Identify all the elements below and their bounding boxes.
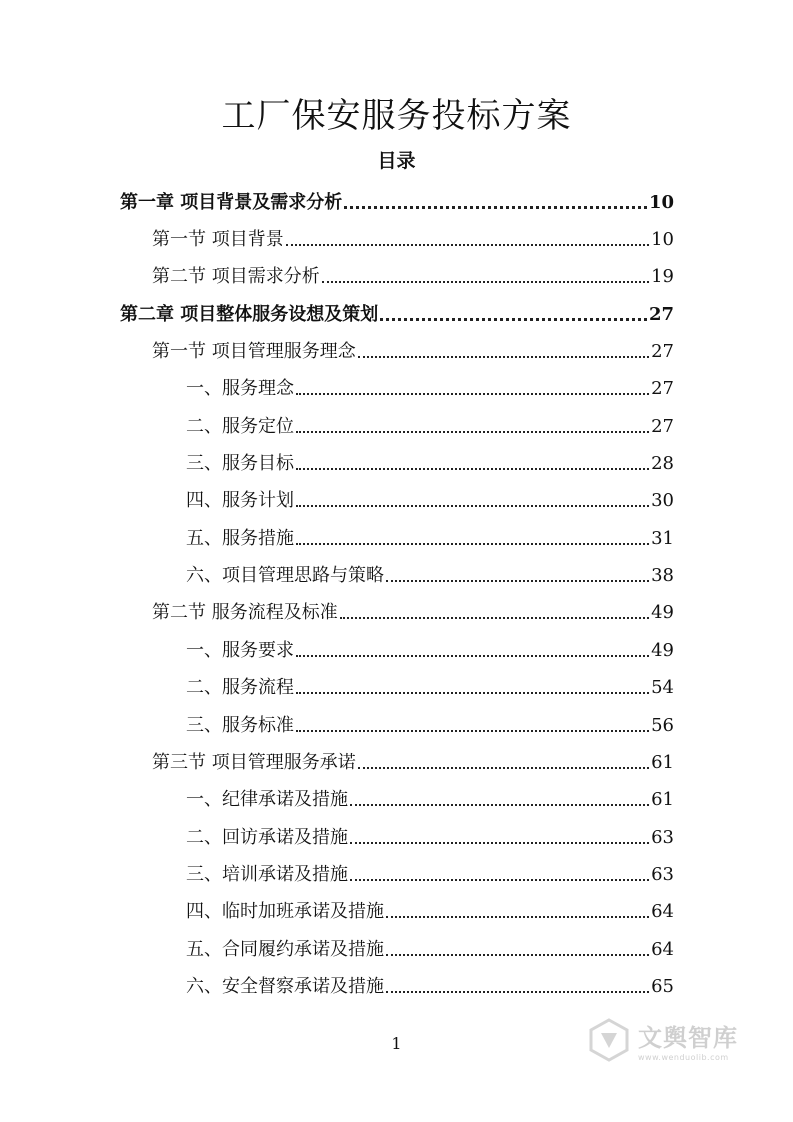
toc-entry-page: 65	[651, 976, 674, 997]
toc-entry-label: 第一节 项目背景	[152, 229, 284, 250]
toc-entry-page: 10	[648, 192, 674, 213]
toc-entry-page: 63	[651, 827, 674, 848]
toc-entry[interactable]	[186, 960, 674, 998]
toc-entry[interactable]	[152, 250, 674, 288]
toc-entry-page: 27	[651, 341, 674, 362]
toc-entry-label: 第一章 项目背景及需求分析	[120, 192, 343, 213]
toc-entry-page: 27	[651, 378, 674, 399]
toc-entry-label: 四、服务计划	[186, 490, 294, 511]
toc-entry[interactable]	[186, 923, 674, 961]
toc-entry-page: 54	[651, 677, 674, 698]
toc-entry[interactable]	[152, 213, 674, 251]
toc-entry-page: 64	[651, 939, 674, 960]
toc-entry-label: 第二节 项目需求分析	[152, 266, 320, 287]
toc-entry-label: 二、服务流程	[186, 677, 294, 698]
toc-entry-page: 31	[651, 528, 674, 549]
toc-leader-dots	[286, 244, 649, 246]
toc-entry[interactable]	[186, 474, 674, 512]
toc-entry-page: 63	[651, 864, 674, 885]
toc-entry[interactable]	[120, 288, 674, 326]
toc-entry[interactable]	[186, 400, 674, 438]
toc-leader-dots	[296, 505, 649, 507]
toc-entry-label: 第二章 项目整体服务设想及策划	[120, 304, 379, 325]
toc-entry-label: 一、服务要求	[186, 640, 294, 661]
toc-entry-label: 六、项目管理思路与策略	[186, 565, 384, 586]
toc-leader-dots	[296, 468, 649, 470]
toc-leader-dots	[350, 842, 649, 844]
toc-entry[interactable]	[186, 885, 674, 923]
toc-leader-dots	[322, 281, 649, 283]
toc-entry[interactable]	[186, 661, 674, 699]
page-number: 1	[391, 1034, 402, 1053]
toc-leader-dots	[350, 879, 649, 881]
toc-entry-page: 49	[651, 602, 674, 623]
toc-entry-page: 38	[651, 565, 674, 586]
watermark-logo-icon	[586, 1017, 632, 1063]
toc-entry[interactable]	[152, 736, 674, 774]
toc-entry-page: 19	[651, 266, 674, 287]
toc-entry-label: 一、纪律承诺及措施	[186, 789, 348, 810]
toc-leader-dots	[350, 804, 649, 806]
toc-leader-dots	[296, 655, 649, 657]
toc-entry[interactable]	[152, 586, 674, 624]
toc-entry[interactable]	[186, 811, 674, 849]
toc-entry-label: 第三节 项目管理服务承诺	[152, 752, 356, 773]
toc-leader-dots	[296, 730, 649, 732]
toc-entry-page: 10	[651, 229, 674, 250]
toc-entry-page: 64	[651, 901, 674, 922]
toc-leader-dots	[340, 617, 649, 619]
toc-leader-dots	[296, 543, 649, 545]
toc-entry-label: 三、服务目标	[186, 453, 294, 474]
watermark	[586, 1017, 738, 1063]
toc-leader-dots	[296, 431, 649, 433]
toc-leader-dots	[386, 954, 649, 956]
toc-entry-page: 61	[651, 789, 674, 810]
toc-entry-label: 一、服务理念	[186, 378, 294, 399]
toc-entry-page: 61	[651, 752, 674, 773]
toc-entry-page: 27	[648, 304, 674, 325]
toc-entry[interactable]	[152, 325, 674, 363]
toc-entry-label: 第二节 服务流程及标准	[152, 602, 338, 623]
toc-entry[interactable]	[186, 848, 674, 886]
toc-heading: 目录	[377, 150, 416, 172]
toc-leader-dots	[358, 767, 649, 769]
toc-leader-dots	[344, 206, 647, 209]
toc-entry[interactable]	[186, 624, 674, 662]
toc-entry-label: 二、服务定位	[186, 416, 294, 437]
toc-entry[interactable]	[186, 362, 674, 400]
toc-leader-dots	[386, 916, 649, 918]
toc-entry-page: 49	[651, 640, 674, 661]
toc-leader-dots	[386, 580, 649, 582]
toc-leader-dots	[296, 692, 649, 694]
toc-entry-label: 五、合同履约承诺及措施	[186, 939, 384, 960]
toc-entry-page: 28	[651, 453, 674, 474]
toc-entry-page: 27	[651, 416, 674, 437]
toc-leader-dots	[296, 393, 649, 395]
toc-entry[interactable]	[186, 549, 674, 587]
toc-entry-label: 五、服务措施	[186, 528, 294, 549]
toc-entry-label: 四、临时加班承诺及措施	[186, 901, 384, 922]
toc-leader-dots	[386, 991, 649, 993]
toc-entry[interactable]	[186, 699, 674, 737]
toc-entry-label: 三、培训承诺及措施	[186, 864, 348, 885]
toc-entry-label: 二、回访承诺及措施	[186, 827, 348, 848]
toc-entry[interactable]	[186, 512, 674, 550]
toc-entry-page: 30	[651, 490, 674, 511]
toc-entry-label: 六、安全督察承诺及措施	[186, 976, 384, 997]
toc-entry[interactable]	[186, 437, 674, 475]
toc-entry[interactable]	[120, 176, 674, 214]
toc-entry[interactable]	[186, 773, 674, 811]
toc-entry-label: 第一节 项目管理服务理念	[152, 341, 356, 362]
watermark-name: 文舆智库	[638, 1024, 738, 1052]
watermark-url: www.wenduolib.com	[638, 1053, 729, 1062]
toc-leader-dots	[380, 318, 647, 321]
toc-entry-page: 56	[651, 715, 674, 736]
toc-leader-dots	[358, 356, 649, 358]
toc-entry-label: 三、服务标准	[186, 715, 294, 736]
document-title: 工厂保安服务投标方案	[221, 96, 572, 136]
